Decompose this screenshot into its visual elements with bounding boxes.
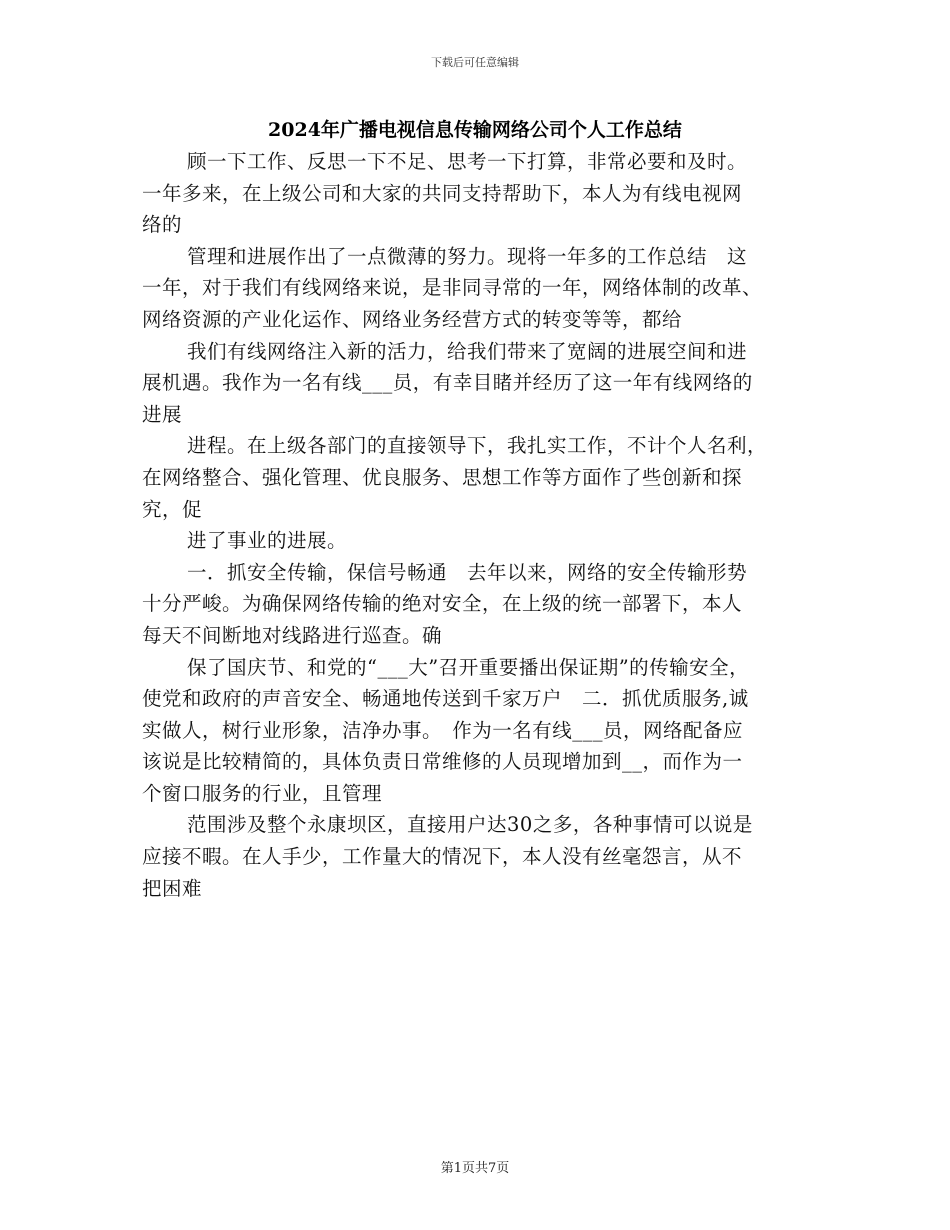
- body-line: 使党和政府的声音安全、畅通地传送到千家万户 二．抓优质服务,诚: [142, 687, 749, 711]
- body-line: 我们有线网络注入新的活力，给我们带来了宽阔的进展空间和进: [187, 339, 748, 363]
- document-body: [142, 146, 812, 904]
- body-line: 个窗口服务的行业，且管理: [142, 781, 383, 805]
- document-title: 2024年广播电视信息传输网络公司个人工作总结: [268, 119, 682, 141]
- body-line: 进展: [142, 402, 183, 426]
- body-line: 十分严峻。为确保网络传输的绝对安全，在上级的统一部署下，本人: [142, 592, 743, 616]
- body-line: 把困难: [142, 876, 203, 900]
- body-line: 顾一下工作、反思一下不足、思考一下打算，非常必要和及时。: [187, 150, 748, 173]
- page-number: 第1页共7页: [440, 1161, 510, 1176]
- body-line: 实做人，树行业形象，洁净办事。 作为一名有线___员，网络配备应: [142, 718, 744, 742]
- body-line: 络的: [142, 213, 183, 237]
- body-line: 一年，对于我们有线网络来说，是非同寻常的一年，网络体制的改革、: [142, 276, 763, 300]
- body-line: 一．抓安全传输，保信号畅通 去年以来，网络的安全传输形势: [187, 560, 748, 584]
- body-line: 保了国庆节、和党的“___大”召开重要播出保证期”的传输安全，: [187, 655, 750, 679]
- body-line: 网络资源的产业化运作、网络业务经营方式的转变等等，都给: [142, 307, 683, 331]
- body-line: 展机遇。我作为一名有线___员，有幸目睹并经历了这一年有线网络的: [142, 371, 753, 395]
- body-line: 一年多来，在上级公司和大家的共同支持帮助下，本人为有线电视网: [142, 181, 743, 205]
- body-line: 究，促: [142, 497, 203, 521]
- body-line: 进程。在上级各部门的直接领导下，我扎实工作，不计个人名利，: [187, 434, 768, 458]
- body-line: 每天不间断地对线路进行巡查。确: [142, 623, 443, 647]
- body-line: 范围涉及整个永康坝区，直接用户达30之多，各种事情可以说是: [187, 813, 753, 837]
- body-line: 进了事业的进展。: [187, 529, 348, 553]
- body-line: 该说是比较精简的，具体负责日常维修的人员现增加到__，而作为一: [142, 750, 743, 774]
- body-line: 管理和进展作出了一点微薄的努力。现将一年多的工作总结 这: [187, 244, 748, 268]
- body-line: 应接不暇。在人手少，工作量大的情况下，本人没有丝毫怨言，从不: [142, 845, 743, 869]
- body-line: 在网络整合、强化管理、优良服务、思想工作等方面作了些创新和探: [142, 465, 743, 489]
- page-header-note: 下载后可任意编辑: [431, 56, 519, 69]
